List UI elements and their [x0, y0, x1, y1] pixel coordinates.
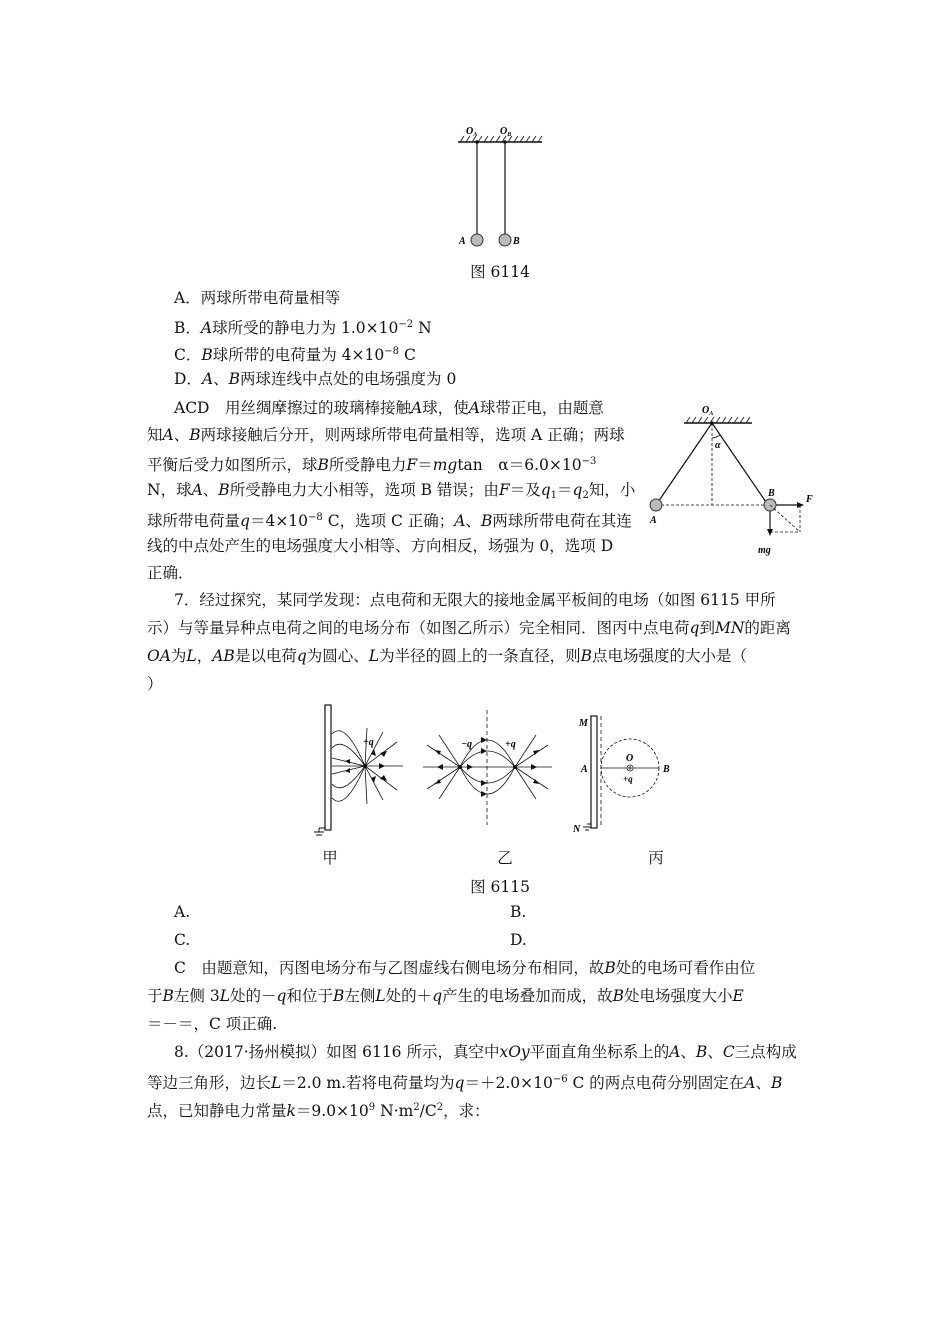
question-7: OA为L，AB是以电荷q为圆心、L为半径的圆上的一条直径，则B点电场强度的大小是（ [147, 647, 748, 665]
figure-caption: 图 6115 [470, 878, 530, 896]
svg-text:OA: $O_A$ [702, 405, 714, 417]
answer-line: 知A、B两球接触后分开，则两球所带电荷量相等，选项 A 正确；两球 [147, 426, 625, 444]
figure-sublabel-bing: 丙 [648, 849, 664, 867]
svg-text:OB: $O_B$ [500, 126, 512, 138]
ball-a [650, 499, 662, 511]
figure-sublabel-yi: 乙 [497, 849, 513, 867]
option-b: B. [510, 903, 527, 921]
answer-line: ＝－＝，C 项正确. [147, 1015, 278, 1033]
question-7: 示）与等量异种点电荷之间的电场分布（如图乙所示）完全相同．图丙中点电荷q到MN的距离 [147, 619, 791, 637]
question-8: 点，已知静电力常量$k=9.0\times 10^9$ $N\cdot m^2/C^2$，求： [147, 1102, 490, 1120]
answer-line: 平衡后受力如图所示，球B所受静电力F＝mgtan $\alpha=6.0\times 10^{-3}$ [147, 456, 597, 474]
figure-6115-yi [415, 705, 560, 830]
figure-sublabel-jia: 甲 [322, 849, 338, 867]
answer-line: ACD 用丝绸摩擦过的玻璃棒接触A球，使A球带正电，由题意 [174, 399, 604, 417]
svg-text:+q: +q [505, 739, 516, 750]
svg-text:α: α [715, 440, 721, 451]
svg-text:B: B [513, 236, 520, 247]
answer-line: 球所带电荷量$q=4\times 10^{-8}$ C，选项 C 正确；A、B两球所带电荷在其连 [147, 512, 632, 530]
option-c: C. [174, 931, 191, 949]
question-7: ） [147, 675, 163, 693]
svg-text:OA: $O_A$ [466, 126, 478, 138]
svg-text:−q: −q [461, 739, 473, 750]
figure-caption: 图 6114 [470, 263, 530, 281]
question-7: 7．经过探究，某同学发现：点电荷和无限大的接地金属平板间的电场（如图 6115 甲所 [174, 591, 776, 609]
svg-text:A: A [459, 236, 466, 247]
svg-text:M: M [579, 718, 588, 729]
option-d: D. [510, 931, 527, 949]
svg-text:mg: mg [758, 545, 771, 556]
option-c: C．B球所带的电荷量为 $4\times 10^{-8}$ C [174, 346, 416, 364]
svg-text:+q: +q [623, 774, 633, 784]
ball-b [499, 234, 511, 246]
force-diagram [640, 398, 820, 563]
answer-line: 正确． [147, 564, 194, 582]
question-8: 等边三角形，边长L＝2.0 m.若将电荷量均为$q=+2.0\times 10^{-6}$ C 的两点电荷分别固定在A、B [147, 1074, 783, 1092]
answer-line: 于B左侧 3L处的－q和位于B左侧L处的＋q产生的电场叠加而成，故B处电场强度大小E [147, 987, 744, 1005]
option-a: A. [174, 903, 191, 921]
figure-6114 [450, 120, 550, 252]
answer-line: 线的中点处产生的电场强度大小相等、方向相反，场强为 0，选项 D [147, 537, 614, 555]
option-b: B．A球所受的静电力为 $1.0\times 10^{-2}$ N [174, 319, 432, 337]
figure-6115-bing [575, 712, 685, 837]
figure-6115-jia [305, 700, 415, 840]
svg-text:B: B [768, 488, 775, 499]
answer-line: N，球A、B所受静电力大小相等，选项 B 错误；由F＝及$q_1=q_2$知，小 [147, 481, 636, 501]
option-d: D．A、B两球连线中点处的电场强度为 0 [174, 370, 457, 388]
svg-text:O: O [626, 753, 634, 764]
svg-text:B: B [663, 764, 670, 775]
ball-a [471, 234, 483, 246]
svg-text:A: A [581, 764, 588, 775]
option-a: A．两球所带电荷量相等 [174, 289, 341, 307]
svg-text:N: N [573, 824, 581, 835]
svg-text:+q: +q [363, 737, 374, 748]
answer-line: C 由题意知，丙图电场分布与乙图虚线右侧电场分布相同，故B处的电场可看作由位 [174, 959, 756, 977]
question-8: 8.（2017·扬州模拟）如图 6116 所示，真空中xOy平面直角坐标系上的A、B、C三点构成 [174, 1043, 797, 1061]
svg-text:F: F [806, 494, 813, 505]
svg-text:A: A [650, 515, 657, 526]
